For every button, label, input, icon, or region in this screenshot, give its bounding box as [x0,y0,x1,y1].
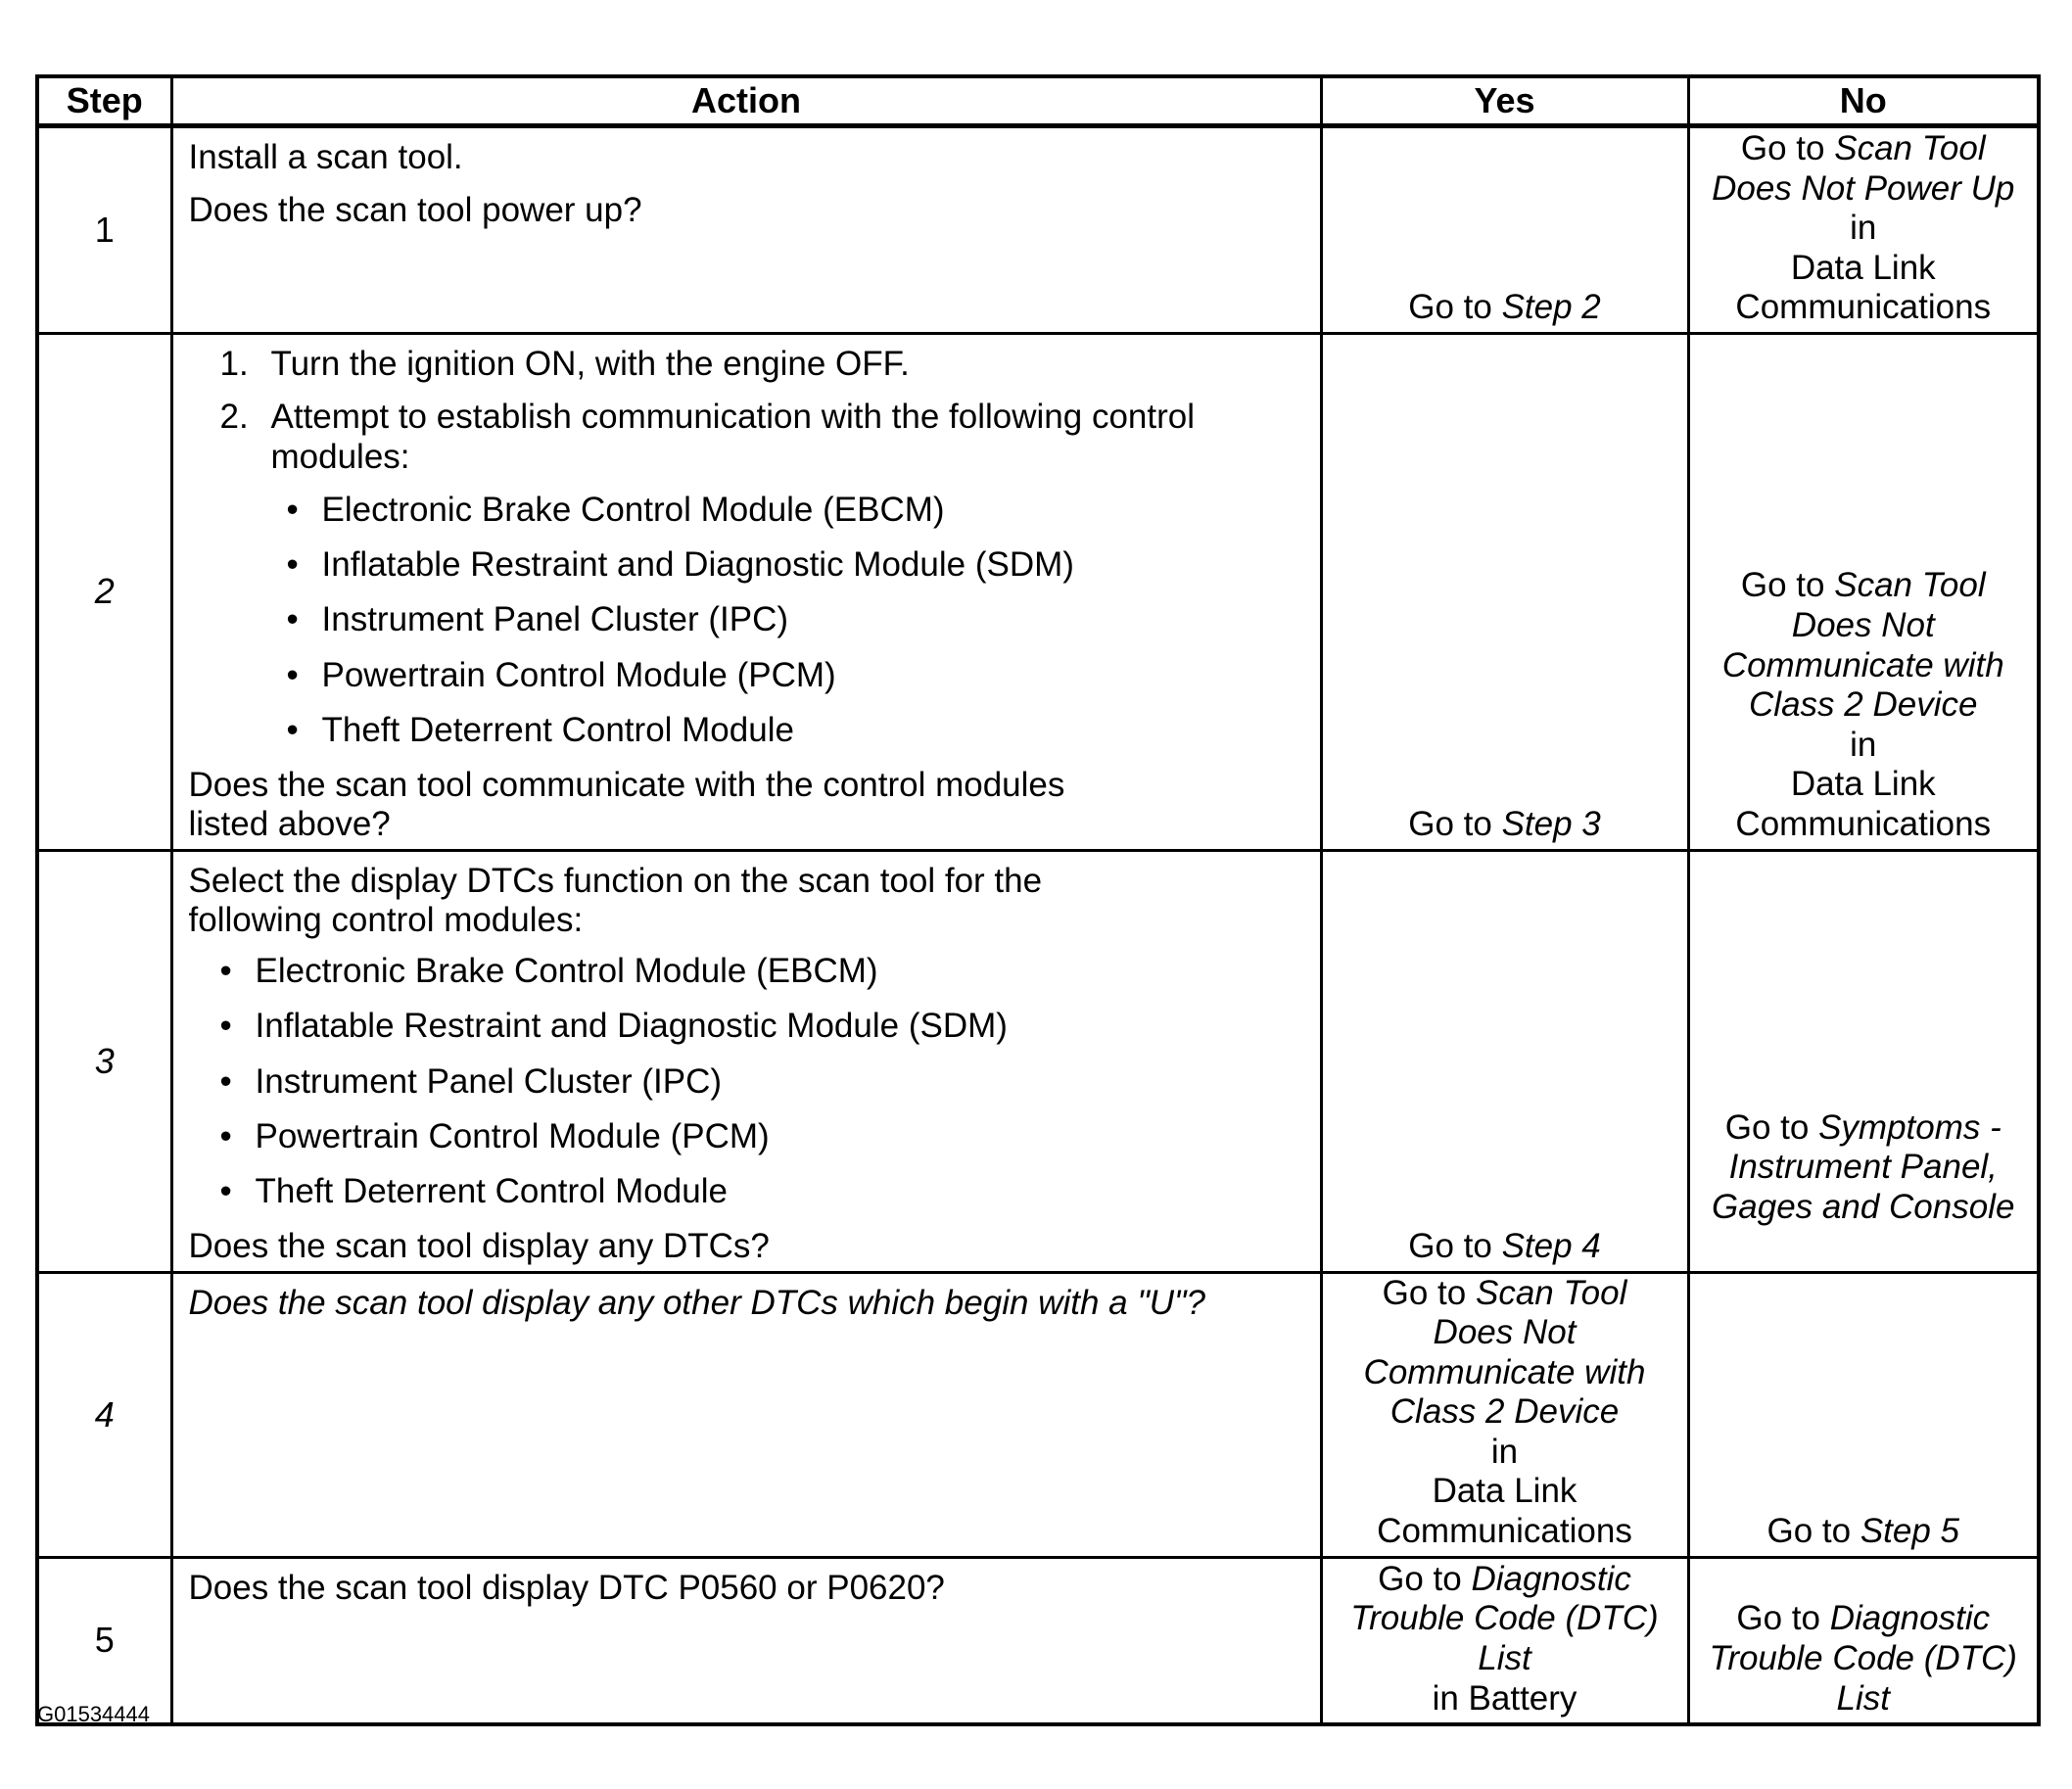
diagnostic-table [35,74,2041,1726]
bullet-icon: • [286,490,299,529]
header-step: Step [37,76,171,126]
no-link: Communicate with [1721,645,2004,684]
bullet-icon: • [219,952,232,990]
no-ref: Data Link [1790,248,1936,287]
bullet-icon: • [286,545,299,584]
no-ref: Communications [1735,804,1992,843]
yes-prefix: Go to [1408,1226,1492,1265]
yes-in: in [1432,1678,1459,1718]
yes-prefix: Go to [1408,288,1492,327]
no-prefix: Go to [1766,1512,1852,1551]
no-cell [1688,1272,2039,1557]
table-row [37,1272,2039,1557]
yes-link: Trouble Code (DTC) [1350,1599,1659,1638]
module-name: Inflatable Restraint and Diagnostic Module (SDM) [321,545,1074,584]
yes-link: Diagnostic [1471,1559,1631,1598]
action-text: Select the display DTCs function on the scan tool for the following control modules: [188,861,1043,939]
no-prefix: Go to [1724,1107,1810,1147]
yes-link: Communicate with [1363,1352,1646,1391]
bullet-icon: • [219,1061,232,1101]
yes-cell [1321,1272,1688,1557]
no-cell [1688,850,2039,1272]
module-name: Theft Deterrent Control Module [321,710,794,749]
bullet-icon: • [219,1007,232,1046]
step-number: 4 [37,1272,171,1557]
action-cell [171,126,1321,334]
action-question: Does the scan tool display any other DTCs which begin with a "U"? [188,1283,1205,1322]
table-row [37,126,2039,334]
yes-ref: Communications [1377,1512,1632,1551]
step-text: Turn the ignition ON, with the engine OFF. [270,345,910,383]
no-link: Trouble Code (DTC) [1709,1638,2017,1677]
action-cell [171,1272,1321,1557]
step-number: 5 [37,1557,171,1724]
header-action: Action [171,76,1321,126]
yes-link: Scan Tool [1475,1273,1627,1312]
action-question: Does the scan tool display DTC P0560 or P0620? [188,1568,945,1607]
bullet-icon: • [286,655,299,694]
list-item [220,952,1308,991]
no-link: List [1836,1678,1890,1718]
list-item [287,656,1308,695]
yes-in: in [1490,1432,1519,1471]
yes-ref: Battery [1468,1678,1578,1718]
step-index: 2. [219,398,249,437]
list-item [220,1062,1308,1102]
no-link: Symptoms - [1818,1107,2001,1147]
no-link: Scan Tool [1834,566,1986,605]
list-item [220,1172,1308,1211]
module-name: Theft Deterrent Control Module [255,1172,728,1210]
no-link: Does Not Power Up [1712,168,2015,208]
no-cell [1688,126,2039,334]
no-link: Class 2 Device [1749,685,1978,725]
yes-ref: Data Link [1432,1472,1578,1511]
module-name: Powertrain Control Module (PCM) [255,1116,770,1155]
no-in: in [1850,725,1877,764]
no-in: in [1850,209,1877,248]
no-link: Diagnostic [1829,1599,1991,1638]
no-prefix: Go to [1740,129,1825,168]
table-row [37,1557,2039,1724]
action-text: Install a scan tool. [188,138,463,176]
action-question: Does the scan tool power up? [188,191,642,230]
yes-cell [1321,334,1688,851]
list-item [220,1007,1308,1046]
yes-cell [1321,850,1688,1272]
no-ref: Data Link [1790,765,1936,804]
action-question: Does the scan tool display any DTCs? [188,1227,770,1266]
step-number: 2 [37,334,171,851]
yes-link: Step 2 [1501,288,1601,327]
step-index: 1. [219,345,249,383]
action-cell [171,850,1321,1272]
table-row [37,850,2039,1272]
list-item [220,1117,1308,1156]
bullet-icon: • [219,1116,232,1155]
list-item [287,600,1308,639]
yes-link: Step 4 [1501,1226,1601,1265]
no-link: Instrument Panel, [1728,1148,1998,1187]
action-cell [171,1557,1321,1724]
module-name: Electronic Brake Control Module (EBCM) [321,490,945,529]
module-name: Powertrain Control Module (PCM) [321,655,836,694]
yes-prefix: Go to [1408,804,1492,843]
yes-prefix: Go to [1382,1273,1467,1312]
yes-link: Does Not [1433,1313,1577,1352]
bullet-icon: • [219,1172,232,1210]
yes-link: List [1478,1638,1531,1677]
no-link: Step 5 [1860,1512,1960,1551]
step-number: 3 [37,850,171,1272]
no-prefix: Go to [1736,1599,1820,1638]
numbered-step [220,345,1308,384]
no-link: Gages and Console [1712,1187,2015,1226]
yes-link: Step 3 [1501,804,1601,843]
bullet-icon: • [286,710,299,749]
yes-link: Class 2 Device [1389,1392,1620,1432]
action-cell [171,334,1321,851]
module-name: Electronic Brake Control Module (EBCM) [255,952,878,990]
no-prefix: Go to [1740,566,1825,605]
bullet-icon: • [286,600,299,639]
yes-cell [1321,1557,1688,1724]
step-number: 1 [37,126,171,334]
header-no: No [1688,76,2039,126]
list-item [287,491,1308,530]
table-row [37,334,2039,851]
figure-id-caption: G01534444 [37,1702,150,1726]
list-item [287,711,1308,750]
header-yes: Yes [1321,76,1688,126]
module-name: Inflatable Restraint and Diagnostic Module (SDM) [255,1007,1008,1046]
action-question: Does the scan tool communicate with the control modules listed above? [188,766,1065,844]
no-link: Does Not [1791,605,1935,644]
list-item [287,545,1308,585]
numbered-step [220,398,1308,477]
module-name: Instrument Panel Cluster (IPC) [255,1061,723,1101]
yes-cell [1321,126,1688,334]
no-cell [1688,1557,2039,1724]
no-link: Scan Tool [1834,129,1986,168]
yes-prefix: Go to [1378,1559,1462,1598]
step-text: Attempt to establish communication with the following control modules: [270,398,1196,476]
table-header-row [37,76,2039,126]
no-ref: Communications [1735,288,1992,327]
no-cell [1688,334,2039,851]
module-name: Instrument Panel Cluster (IPC) [321,600,789,639]
